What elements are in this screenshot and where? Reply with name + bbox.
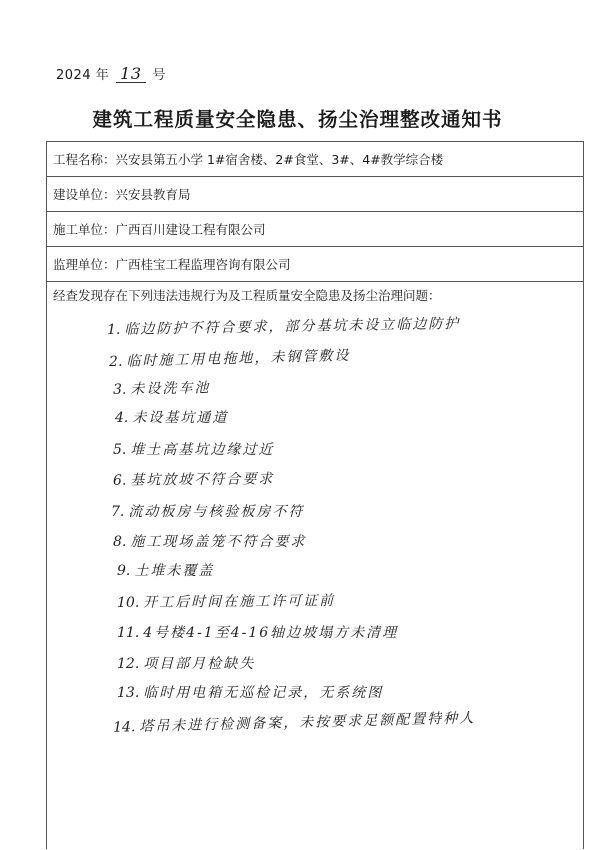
- issue-text: 4号楼4-1至4-16轴边坡塌方未清理: [143, 625, 399, 641]
- project-name-field: 工程名称：兴安县第五小学 1#宿舍楼、2#食堂、3#、4#教学综合楼: [47, 142, 583, 177]
- issue-item: [117, 560, 214, 580]
- document-title: 建筑工程质量安全隐患、扬尘治理整改通知书: [92, 108, 503, 131]
- notice-form: [46, 141, 584, 849]
- issue-item: [113, 468, 275, 489]
- issue-item: [113, 439, 274, 459]
- issue-number: 4.: [115, 410, 129, 426]
- issue-item: [113, 377, 211, 399]
- issue-item: [117, 590, 335, 612]
- notice-number: 13: [116, 66, 146, 83]
- issue-number: 6.: [112, 472, 127, 489]
- issue-number: 8.: [113, 534, 127, 550]
- issue-text: 项目部月检缺失: [143, 656, 256, 672]
- issue-number: 1.: [106, 321, 121, 339]
- supervisor-field: 监理单位：广西桂宝工程监理咨询有限公司: [47, 247, 583, 282]
- contractor-field: 施工单位：广西百川建设工程有限公司: [47, 212, 583, 247]
- issue-item: [117, 682, 383, 702]
- issue-text: 施工现场盖笼不符合要求: [130, 534, 307, 550]
- issue-text: 未设洗车池: [130, 380, 211, 398]
- issues-list: [47, 142, 583, 850]
- year-label: 2024 年: [56, 68, 110, 83]
- number-suffix: 号: [152, 68, 167, 83]
- issue-text: 基坑放坡不符合要求: [130, 471, 275, 489]
- issue-number: 10.: [116, 594, 140, 611]
- issue-text: 开工后时间在施工许可证前: [143, 593, 336, 611]
- owner-field: 建设单位：兴安县教育局: [47, 177, 583, 212]
- document-number: [56, 64, 166, 83]
- issue-item: [109, 345, 351, 371]
- issue-number: 5.: [113, 442, 127, 458]
- issue-item: [117, 622, 398, 642]
- issue-item: [107, 313, 461, 339]
- issue-number: 3.: [112, 381, 127, 398]
- issue-item: [113, 531, 306, 551]
- issue-item: [113, 707, 476, 736]
- issue-text: 塔吊未进行检测备案，未按要求足额配置特种人: [139, 710, 476, 736]
- findings-intro: 经查发现存在下列违法违规行为及工程质量安全隐患及扬尘治理问题：: [53, 288, 441, 303]
- issue-number: 14.: [112, 719, 136, 736]
- issue-text: 未设基坑通道: [132, 410, 229, 426]
- issue-text: 临边防护不符合要求，部分基坑未设立临边防护: [124, 315, 461, 338]
- issue-number: 11.: [117, 625, 140, 641]
- issue-number: 7.: [111, 504, 125, 520]
- issue-number: 9.: [117, 563, 131, 579]
- issue-text: 流动板房与核验板房不符: [128, 504, 305, 520]
- issue-number: 13.: [117, 685, 140, 701]
- issue-text: 堆土高基坑边缘过近: [130, 442, 275, 458]
- issue-text: 临时用电箱无巡检记录，无系统图: [143, 685, 384, 701]
- issue-text: 土堆未覆盖: [134, 563, 215, 579]
- issue-item: [117, 653, 255, 673]
- issue-item: [111, 501, 304, 521]
- issue-number: 2.: [108, 353, 123, 371]
- issue-text: 临时施工用电拖地，未钢管敷设: [126, 347, 351, 370]
- issue-item: [115, 407, 228, 427]
- issue-number: 12.: [117, 656, 140, 672]
